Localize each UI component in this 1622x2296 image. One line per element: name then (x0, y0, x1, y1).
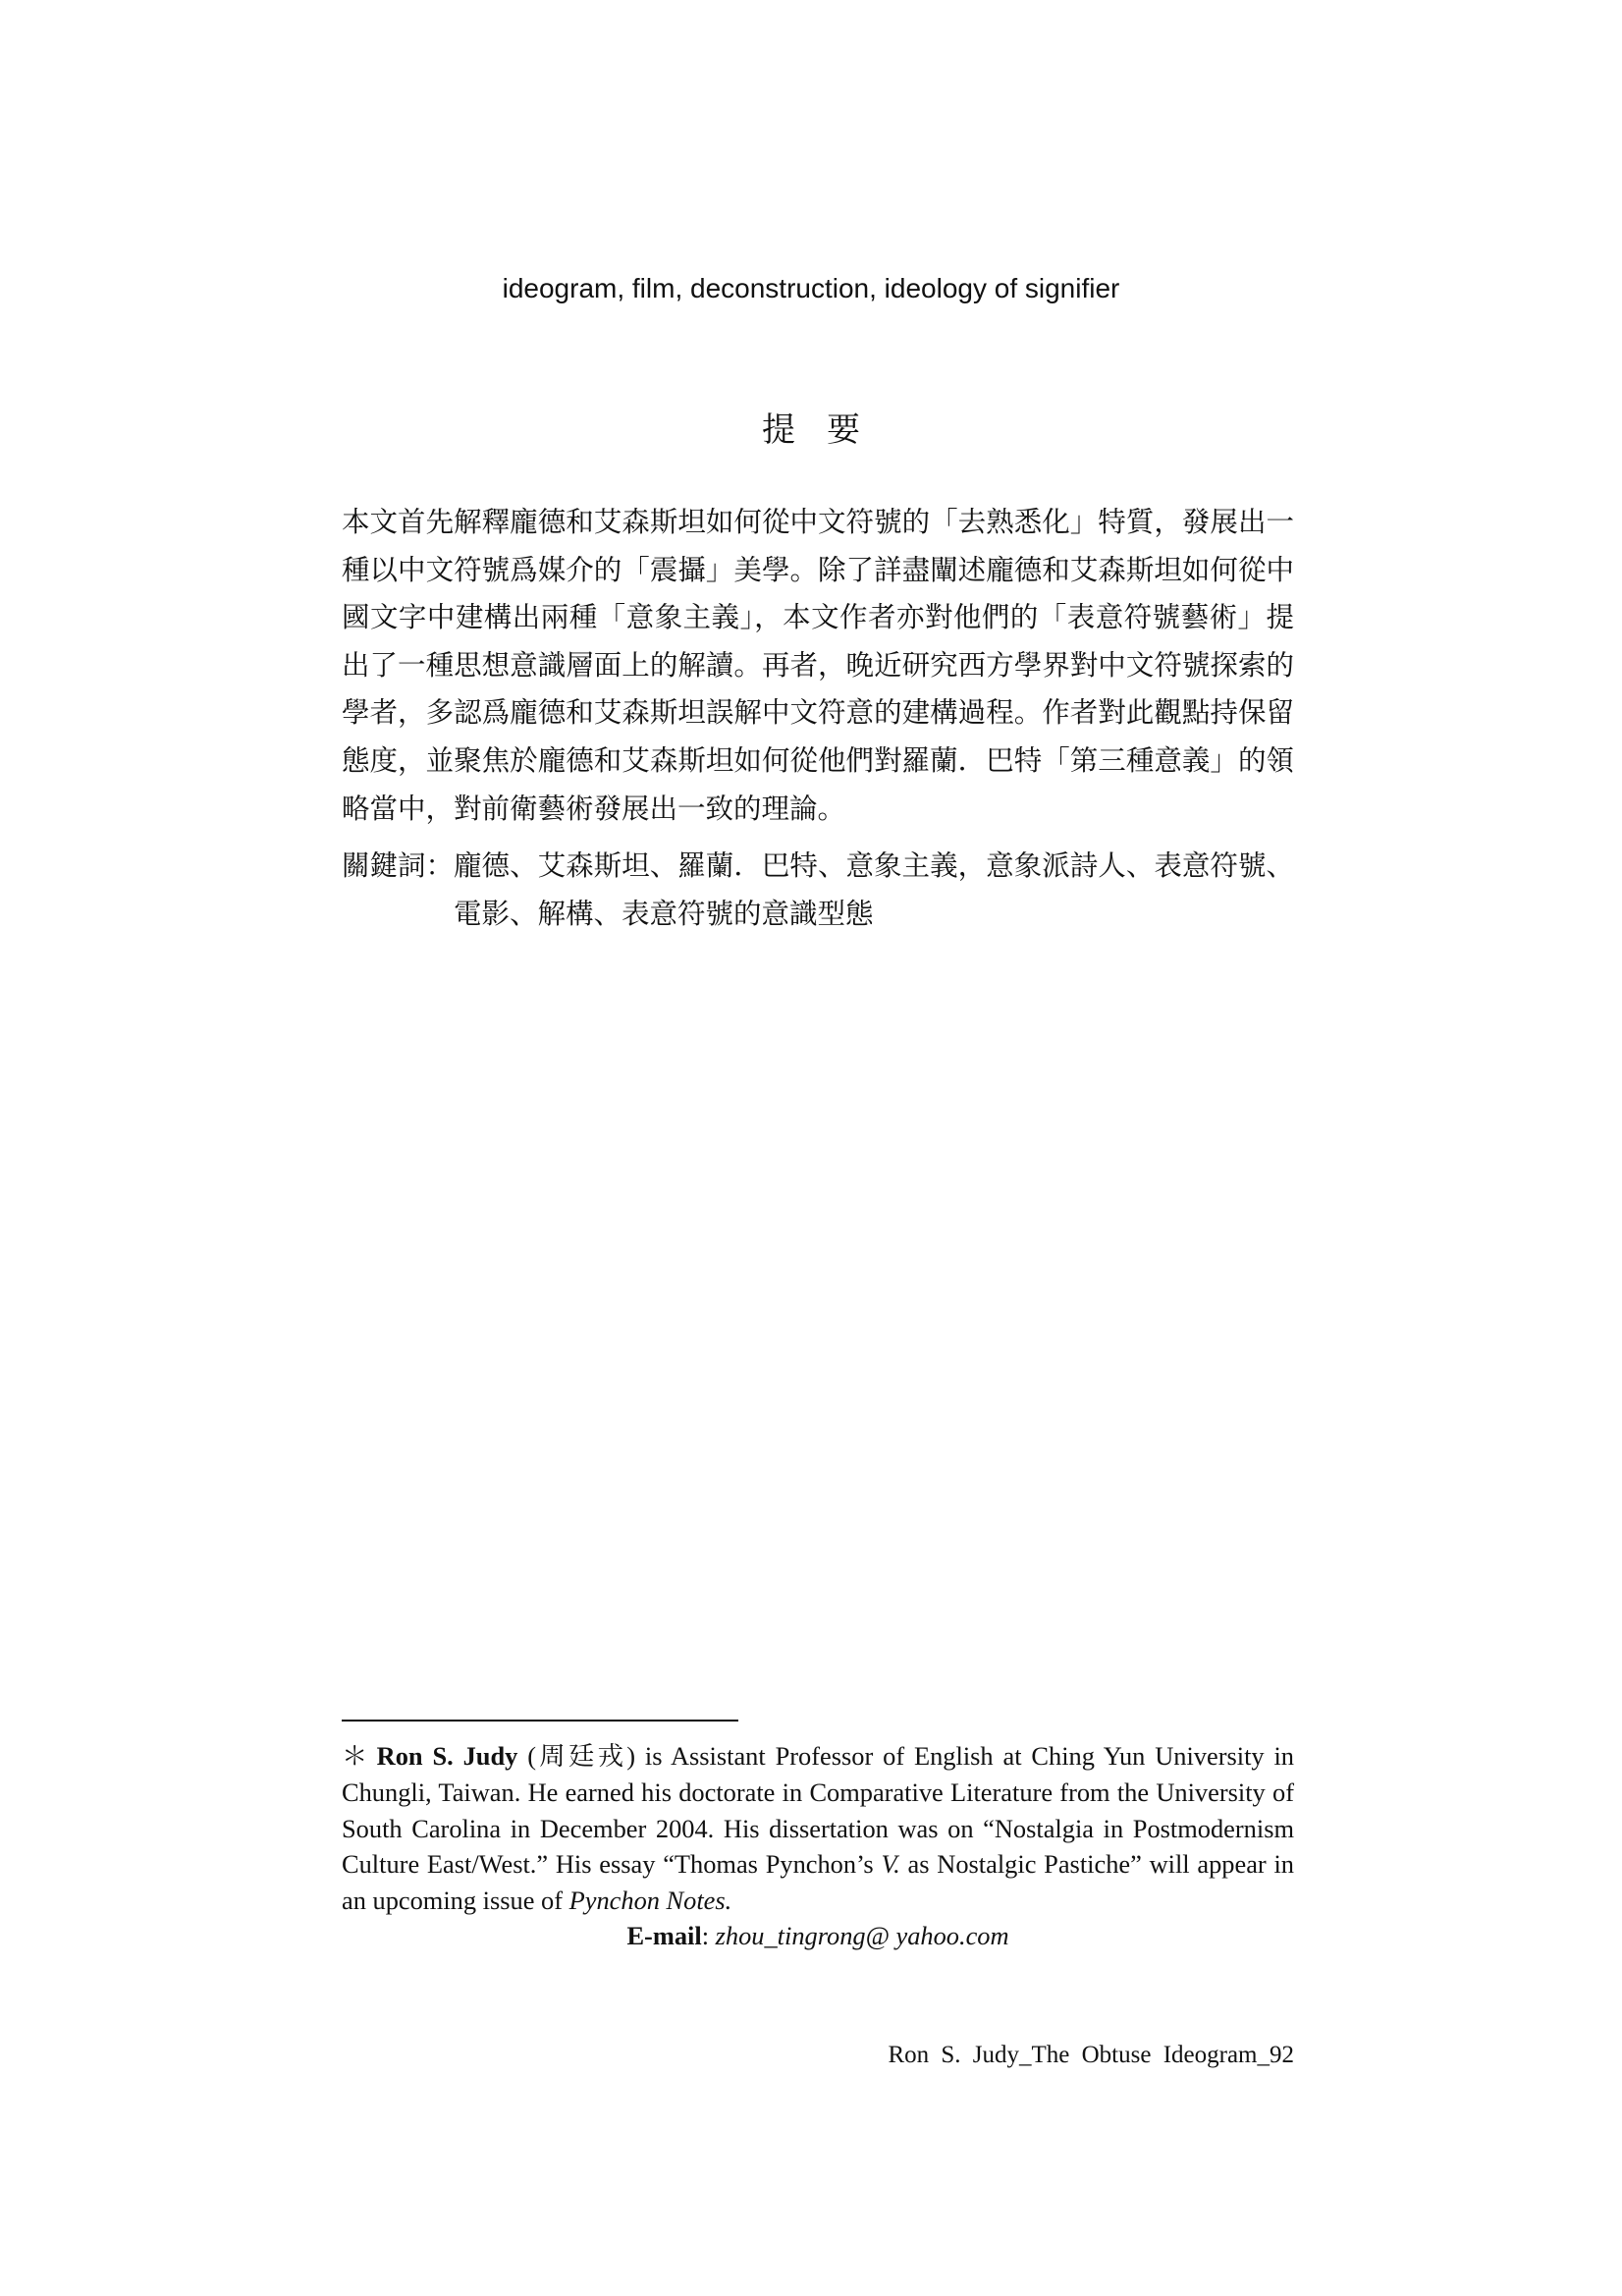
abstract-heading: 提要 (762, 410, 892, 450)
email-label: E-mail (626, 1921, 702, 1951)
english-keywords: ideogram, film, deconstruction, ideology of signifier (502, 273, 1120, 303)
keywords-label: 關鍵詞： (342, 849, 455, 882)
chinese-keywords (342, 843, 1294, 938)
footnote-text (342, 1738, 1294, 1918)
footnote-text-part-1: is Assistant Professor of English at Ching Yun University in Chungli, Taiwan. He earned his doctorate in Comparative Literature from the University of South Carolina in December 2004. His dissertation was on “Nostalgia in Postmodernism Culture East/West.” His essay “Thomas Pynchon’s (342, 1741, 1295, 1880)
footnote-text-part-2: as Nostalgic Pastiche” will appear in an upcoming issue of (342, 1849, 1295, 1915)
footnote-italic-v: V. (881, 1849, 900, 1880)
abstract-body: 本文首先解釋龐德和艾森斯坦如何從中文符號的「去熟悉化」特質，發展出一種以中文符號爲媒介的「震攝」美學。除了詳盡闡述龐德和艾森斯坦如何從中國文字中建構出兩種「意象主義」，本文作者亦對他們的「表意符號藝術」提出了一種思想意識層面上的解讀。再者，晚近研究西方學界對中文符號探索的學者，多認爲龐德和艾森斯坦誤解中文符意的建構過程。作者對此觀點持保留態度，並聚焦於龐德和艾森斯坦如何從他們對羅蘭．巴特「第三種意義」的領略當中，對前衛藝術發展出一致的理論。 (342, 506, 1294, 825)
email-line: E-mail: zhou_tingrong@ yahoo.com (626, 1921, 1009, 1951)
page-footer: Ron S. Judy_The Obtuse Ideogram_92 (888, 2042, 1294, 2068)
email-address[interactable]: zhou_tingrong@ yahoo.com (715, 1921, 1009, 1951)
footnote-divider (342, 1720, 738, 1722)
footnote-marker: ＊ (342, 1741, 371, 1772)
keywords-list: 龐德、艾森斯坦、羅蘭．巴特、意象主義，意象派詩人、表意符號、電影、解構、表意符號的意識型態 (454, 849, 1294, 930)
author-name: Ron S. Judy (376, 1741, 518, 1771)
author-chinese-name: (周廷戎) (527, 1741, 636, 1771)
journal-title: Pynchon Notes. (568, 1885, 732, 1915)
author-footnote (342, 1738, 1294, 1953)
